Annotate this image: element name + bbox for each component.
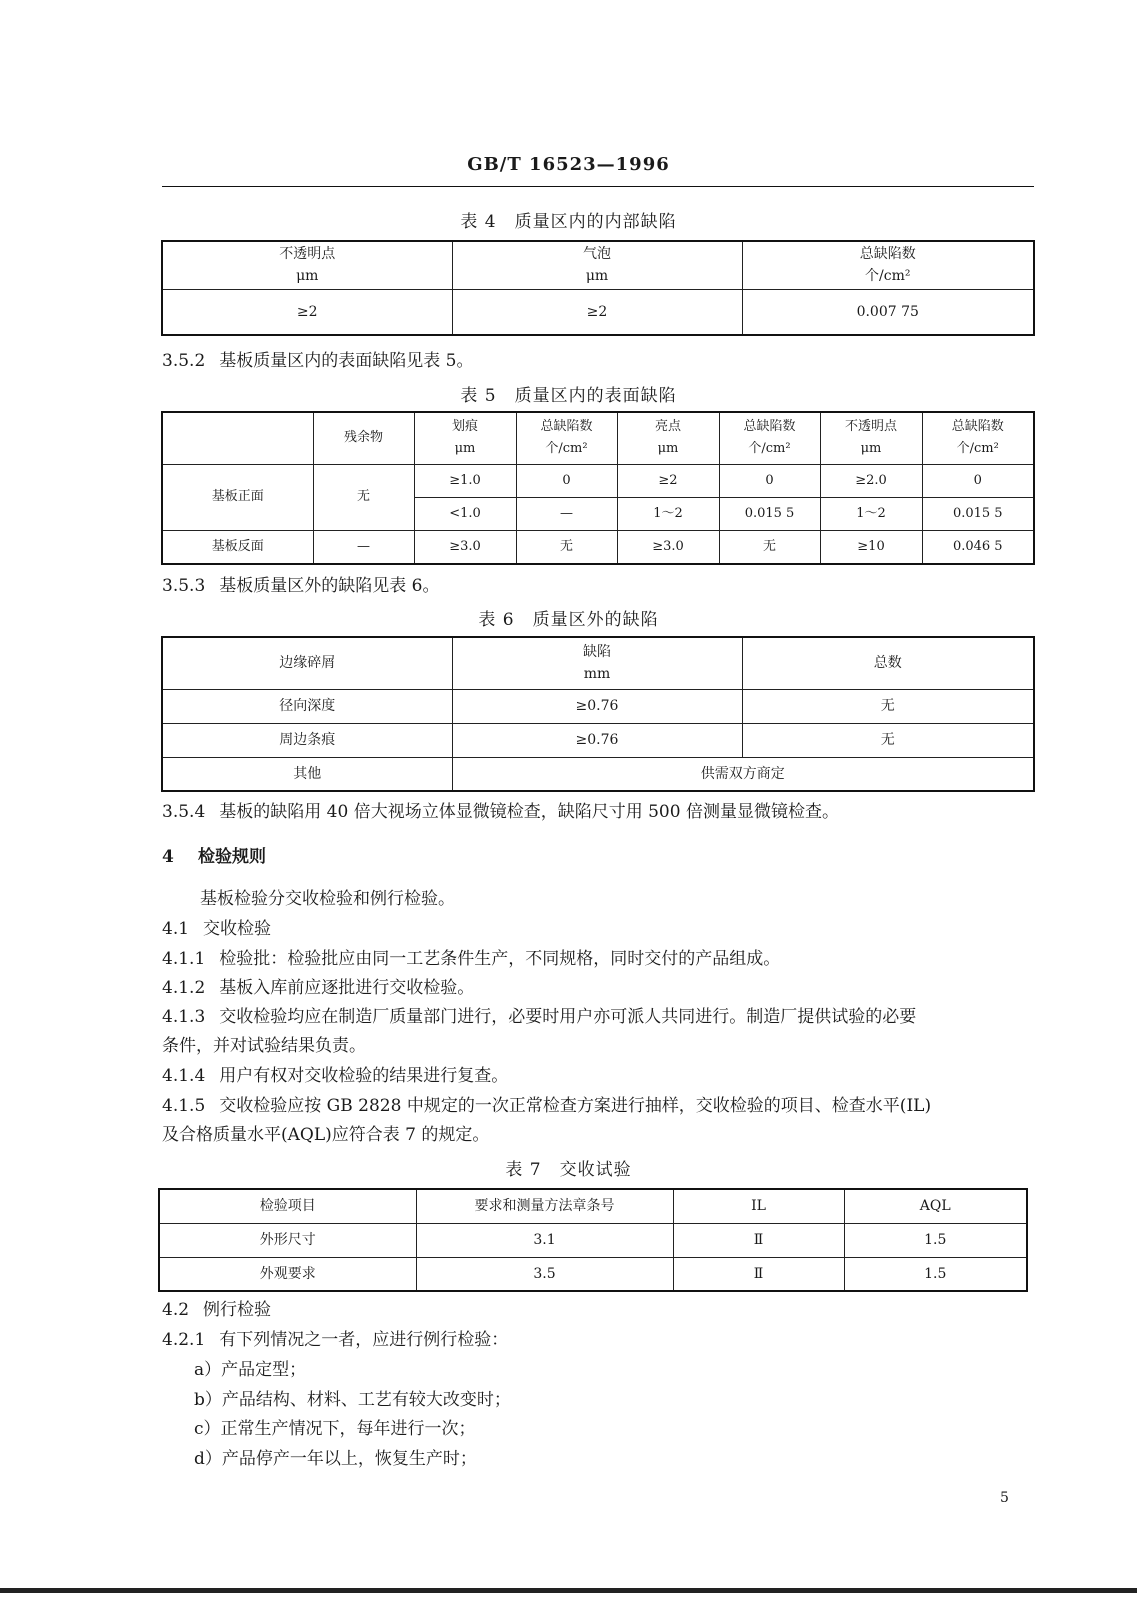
table-cell: ≥10	[820, 530, 922, 564]
table-header-cell: 检验项目	[159, 1189, 416, 1223]
clause-text: 例行检验	[203, 1300, 272, 1320]
clause-3-5-3	[162, 575, 440, 597]
table-cell: <1.0	[414, 497, 516, 530]
clause-text: 基板质量区内的表面缺陷见表 5。	[219, 351, 474, 371]
table-cell: 周边条痕	[162, 723, 452, 757]
table-header-cell: 划痕 μm	[414, 412, 516, 464]
table-cell: ≥1.0	[414, 464, 516, 497]
clause-number: 3.5.2	[162, 351, 206, 371]
table-cell: ≥0.76	[452, 689, 742, 723]
table-cell: ≥3.0	[617, 530, 719, 564]
clause-4-1-4	[162, 1065, 508, 1087]
list-item: a）产品定型；	[194, 1360, 307, 1380]
clause-number: 3.5.4	[162, 802, 206, 822]
clause-number: 4.2.1	[162, 1330, 206, 1350]
clause-4-1-5-cont: 及合格质量水平(AQL)应符合表 7 的规定。	[162, 1125, 490, 1145]
table-header-cell: IL	[673, 1189, 844, 1223]
table-cell: 3.1	[416, 1223, 673, 1257]
table-row	[159, 1223, 1027, 1257]
section-intro: 基板检验分交收检验和例行检验。	[200, 889, 455, 909]
table-cell: 0	[719, 464, 820, 497]
clause-number: 4.1.3	[162, 1007, 206, 1027]
table-cell: 1～2	[617, 497, 719, 530]
clause-3-5-4	[162, 801, 839, 823]
table-cell: ≥0.76	[452, 723, 742, 757]
clause-text: 有下列情况之一者，应进行例行检验：	[219, 1330, 509, 1350]
table-header-cell: 不透明点 μm	[162, 241, 452, 289]
header-divider	[162, 186, 1034, 187]
table-header-cell: 边缘碎屑	[162, 637, 452, 689]
clause-4-1-3	[162, 1006, 916, 1028]
table-cell: 0	[922, 464, 1034, 497]
table-cell: Ⅱ	[673, 1257, 844, 1291]
clause-text: 用户有权对交收检验的结果进行复查。	[219, 1066, 509, 1086]
clause-number: 4.1.4	[162, 1066, 206, 1086]
table-header-cell: 总缺陷数 个/cm²	[742, 241, 1034, 289]
clause-4-2-1	[162, 1329, 508, 1351]
table-row-label: 基板反面	[162, 530, 313, 564]
table-cell: Ⅱ	[673, 1223, 844, 1257]
table-header-cell	[162, 412, 313, 464]
clause-4-1-2	[162, 977, 474, 999]
table6-caption: 表 6 质量区外的缺陷	[478, 610, 659, 630]
table-cell: 无	[742, 723, 1034, 757]
table-row	[162, 689, 1034, 723]
table-cell: 其他	[162, 757, 452, 791]
table-header-cell: 总缺陷数 个/cm²	[516, 412, 617, 464]
table-header-row	[162, 412, 1034, 464]
list-item: d）产品停产一年以上，恢复生产时；	[194, 1449, 477, 1469]
table4	[161, 240, 1035, 336]
page-number: 5	[1000, 1490, 1009, 1506]
table-row	[159, 1257, 1027, 1291]
table-row	[162, 530, 1034, 564]
table-header-cell: 不透明点 μm	[820, 412, 922, 464]
clause-4-1-1	[162, 948, 780, 970]
table-header-cell: 缺陷 mm	[452, 637, 742, 689]
section-number: 4	[162, 847, 174, 867]
table-cell: 无	[516, 530, 617, 564]
clause-4-1-3-cont: 条件，并对试验结果负责。	[162, 1036, 366, 1056]
table-header-cell: 要求和测量方法章条号	[416, 1189, 673, 1223]
table5	[161, 411, 1035, 565]
table-cell: 3.5	[416, 1257, 673, 1291]
table-cell: 1.5	[844, 1257, 1027, 1291]
table-row	[162, 289, 1034, 335]
clause-number: 4.1	[162, 919, 190, 939]
table-header-cell: 总数	[742, 637, 1034, 689]
clause-number: 4.2	[162, 1300, 190, 1320]
table-cell: 供需双方商定	[452, 757, 1034, 791]
table5-caption: 表 5 质量区内的表面缺陷	[460, 386, 677, 406]
table-header-row	[162, 637, 1034, 689]
clause-text: 交收检验应按 GB 2828 中规定的一次正常检查方案进行抽样，交收检验的项目、检查水平(IL)	[219, 1096, 932, 1116]
table-row	[162, 723, 1034, 757]
table-header-row	[159, 1189, 1027, 1223]
list-item: c）正常生产情况下，每年进行一次；	[194, 1419, 476, 1439]
clause-number: 3.5.3	[162, 576, 206, 596]
table-cell: ≥2	[617, 464, 719, 497]
table-header-cell: 总缺陷数 个/cm²	[719, 412, 820, 464]
clause-number: 4.1.5	[162, 1096, 206, 1116]
table-cell: 无	[719, 530, 820, 564]
clause-text: 基板质量区外的缺陷见表 6。	[219, 576, 440, 596]
clause-text: 基板的缺陷用 40 倍大视场立体显微镜检查，缺陷尺寸用 500 倍测量显微镜检查。	[219, 802, 839, 822]
section-4-heading	[162, 842, 266, 867]
table-header-cell: 残余物	[313, 412, 414, 464]
clause-4-2	[162, 1299, 271, 1321]
table-cell: ≥2	[162, 289, 452, 335]
standard-number: GB/T 16523—1996	[467, 154, 670, 175]
table-cell: 无	[742, 689, 1034, 723]
table-row-label: 基板正面	[162, 464, 313, 530]
page-bottom-edge	[0, 1588, 1137, 1593]
clause-text: 交收检验均应在制造厂质量部门进行，必要时用户亦可派人共同进行。制造厂提供试验的必要	[219, 1007, 917, 1027]
clause-number: 4.1.2	[162, 978, 206, 998]
table-cell: —	[516, 497, 617, 530]
clause-text: 检验批：检验批应由同一工艺条件生产，不同规格，同时交付的产品组成。	[219, 949, 781, 969]
table-cell: 径向深度	[162, 689, 452, 723]
table-cell: 0.046 5	[922, 530, 1034, 564]
table-row	[162, 464, 1034, 497]
table-header-cell: 亮点 μm	[617, 412, 719, 464]
table-cell: 外形尺寸	[159, 1223, 416, 1257]
table-cell: 0	[516, 464, 617, 497]
clause-4-1	[162, 918, 271, 940]
table-cell: ≥2.0	[820, 464, 922, 497]
table-cell: 0.015 5	[922, 497, 1034, 530]
table-header-cell: 总缺陷数 个/cm²	[922, 412, 1034, 464]
clause-number: 4.1.1	[162, 949, 206, 969]
table-header-cell: 气泡 μm	[452, 241, 742, 289]
clause-text: 基板入库前应逐批进行交收检验。	[219, 978, 475, 998]
table-row	[162, 757, 1034, 791]
section-title: 检验规则	[198, 847, 266, 867]
table-cell: ≥2	[452, 289, 742, 335]
table4-caption: 表 4 质量区内的内部缺陷	[460, 212, 677, 232]
table-header-row	[162, 241, 1034, 289]
table7-caption: 表 7 交收试验	[505, 1160, 632, 1180]
table-cell: 0.015 5	[719, 497, 820, 530]
table-cell: —	[313, 530, 414, 564]
table-cell: ≥3.0	[414, 530, 516, 564]
table-cell: 1.5	[844, 1223, 1027, 1257]
table-cell: 外观要求	[159, 1257, 416, 1291]
clause-4-1-5	[162, 1095, 931, 1117]
table6	[161, 636, 1035, 792]
list-item: b）产品结构、材料、工艺有较大改变时；	[194, 1390, 511, 1410]
table-cell: 0.007 75	[742, 289, 1034, 335]
table-header-cell: AQL	[844, 1189, 1027, 1223]
clause-text: 交收检验	[203, 919, 272, 939]
table7	[158, 1188, 1028, 1292]
clause-3-5-2	[162, 350, 474, 372]
table-cell: 无	[313, 464, 414, 530]
table-cell: 1～2	[820, 497, 922, 530]
